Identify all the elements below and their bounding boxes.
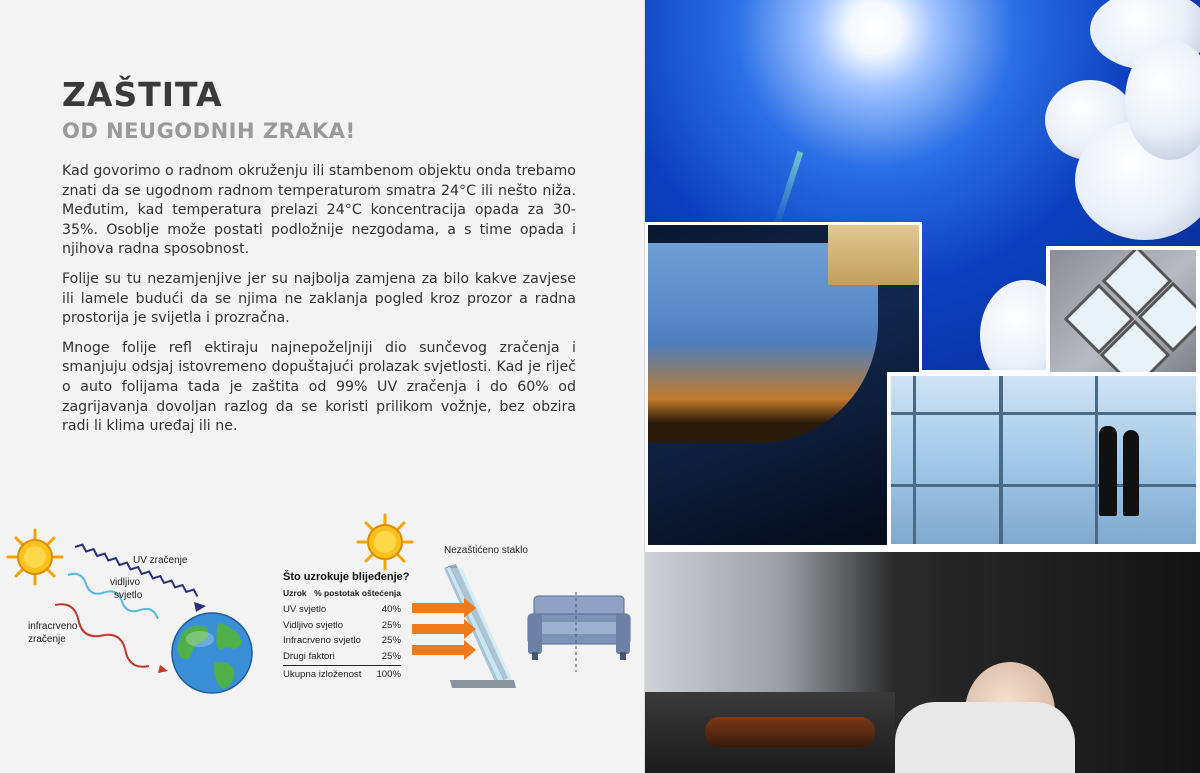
- sun-icon: [8, 530, 62, 584]
- body-text: [62, 162, 576, 447]
- page-subtitle: OD NEUGODNIH ZRAKA!: [62, 119, 356, 143]
- office-window-photo: [887, 372, 1200, 548]
- sun-icon: [355, 512, 415, 572]
- row-percent: 40%: [381, 604, 401, 616]
- globe-icon: [172, 613, 252, 693]
- fading-table: [283, 588, 401, 682]
- row-cause: UV svjetlo: [283, 604, 327, 616]
- header-percent: % postotak oštećenja: [314, 588, 401, 598]
- infrared-label-line2: zračenje: [28, 634, 66, 645]
- paragraph: Folije su tu nezamjenjive jer su najbolja zamjena za bilo kakve zavjese ili lamele budući da se njima ne zaklanja pogled kroz prozor a radna prostorija je svijetla i prozračna.: [62, 270, 576, 327]
- uv-arrowhead: [194, 602, 206, 612]
- table-row: [283, 649, 401, 665]
- row-cause: Drugi faktori: [283, 651, 335, 663]
- paragraph: Mnoge folije refl ektiraju najnepoželjniji dio sunčevog zračenja i smanjuju odsjaj istovremeno dopuštajući prolazak svjetlosti. Kad je riječ o auto folijama tada je zaštita od 99% UV zračenja i do 60% od zagrijavanja dovoljan razlog da se koristi prilikom vožnje, bez obzira radi li klima uređaj ili ne.: [62, 339, 576, 435]
- total-percent: 100%: [376, 668, 401, 680]
- table-row: [283, 633, 401, 649]
- table-row: [283, 618, 401, 634]
- table-row: [283, 602, 401, 618]
- row-percent: 25%: [381, 635, 401, 647]
- row-cause: Vidljivo svjetlo: [283, 619, 344, 631]
- glass-diagram: [410, 560, 635, 695]
- page-title: ZAŠTITA: [62, 75, 223, 114]
- uv-label: UV zračenje: [133, 555, 188, 566]
- visible-label-line1: vidljivo: [110, 577, 141, 588]
- sofa-icon: [528, 592, 630, 672]
- heat-arrows: [412, 598, 476, 660]
- visible-label-line2: svjetlo: [114, 590, 143, 601]
- row-percent: 25%: [381, 619, 401, 631]
- infrared-label-line1: infracrveno: [28, 621, 78, 632]
- header-cause: Uzrok: [283, 588, 307, 598]
- infrared-arrowhead: [158, 665, 168, 673]
- glass-label: Nezaštićeno staklo: [444, 545, 528, 556]
- table-header: [283, 588, 401, 602]
- fading-table-title: Što uzrokuje blijeđenje?: [283, 571, 410, 583]
- radiation-diagram: [0, 505, 270, 705]
- row-cause: Infracrveno svjetlo: [283, 635, 361, 647]
- total-cause: Ukupna izloženost: [283, 668, 362, 680]
- row-percent: 25%: [381, 651, 401, 663]
- car-interior-photo: [645, 548, 1200, 773]
- table-total-row: [283, 665, 401, 682]
- paragraph: Kad govorimo o radnom okruženju ili stambenom objektu onda trebamo znati da se ugodnom radnom temperaturom smatra 24°C ili nešto niža. Međutim, kad temperatura prelazi 24°C koncentracija opada za 30-35%. Osoblje može postati podložnije nezgodama, a s time opada i njihova radna sposobnost.: [62, 163, 576, 258]
- car-window-photo: [645, 222, 922, 548]
